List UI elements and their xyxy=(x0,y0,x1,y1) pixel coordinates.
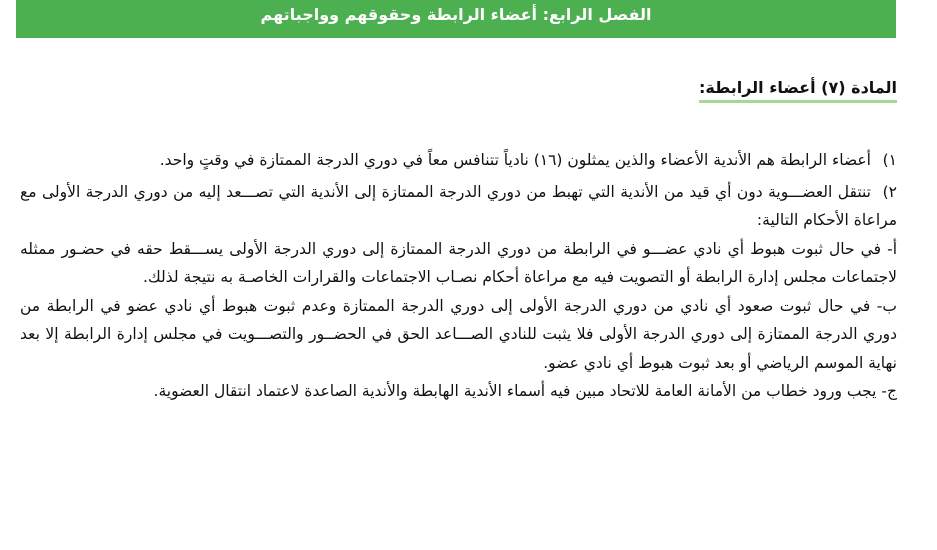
sub-item-c: ج- يجب ورود خطاب من الأمانة العامة للاتحاد مبين فيه أسماء الأندية الهابطة والأندية الصاعدة لاعتماد انتقال العضوية. xyxy=(153,382,897,400)
list-item xyxy=(20,146,897,175)
article-heading: المادة (٧) أعضاء الرابطة: xyxy=(699,78,897,103)
sub-item-b: ب- في حال ثبوت صعود أي نادي من دوري الدرجة الأولى إلى دوري الدرجة الممتازة وعدم ثبوت هبوط أي نادي عضو في الرابطة من دوري الدرجة الممتازة إلى دوري الدرجة الأولى فلا يثبت للنادي الصـــاعد الحق في الحضــور والتصـــويت في مجلس إدارة الرابطة إلا بعد نهاية الموسم الرياضي أو بعد ثبوت هبوط أي نادي عضو. xyxy=(20,296,897,372)
item-number: ١) xyxy=(882,151,897,169)
item-text: أعضاء الرابطة هم الأندية الأعضاء والذين يمثلون (١٦) نادياً تتنافس معاً في دوري الدرجة الممتازة في وقتٍ واحد. xyxy=(159,151,871,169)
item-text: تنتقل العضـــوية دون أي قيد من الأندية التي تهبط من دوري الدرجة الممتازة إلى الأندية التي تصـــعد إليه من دوري الدرجة الأولى مع مراعاة الأحكام التالية: xyxy=(20,182,897,229)
chapter-title: الفصل الرابع: أعضاء الرابطة وحقوقهم وواجباتهم xyxy=(260,5,652,24)
sub-item-a: أ- في حال ثبوت هبوط أي نادي عضـــو في الرابطة من دوري الدرجة الممتازة إلى دوري الدرجة الأولى يســـقط حقه في حضـور ممثله لاجتماعات مجلس إدارة الرابطة أو التصويت فيه مع مراعاة أحكام نصـاب الاجتماعات والقرارات الخاصـة به نتيجة لذلك. xyxy=(20,239,897,286)
article-body xyxy=(20,146,897,406)
chapter-title-banner xyxy=(16,0,896,38)
list-item xyxy=(20,178,897,235)
item-number: ٢) xyxy=(882,182,897,201)
